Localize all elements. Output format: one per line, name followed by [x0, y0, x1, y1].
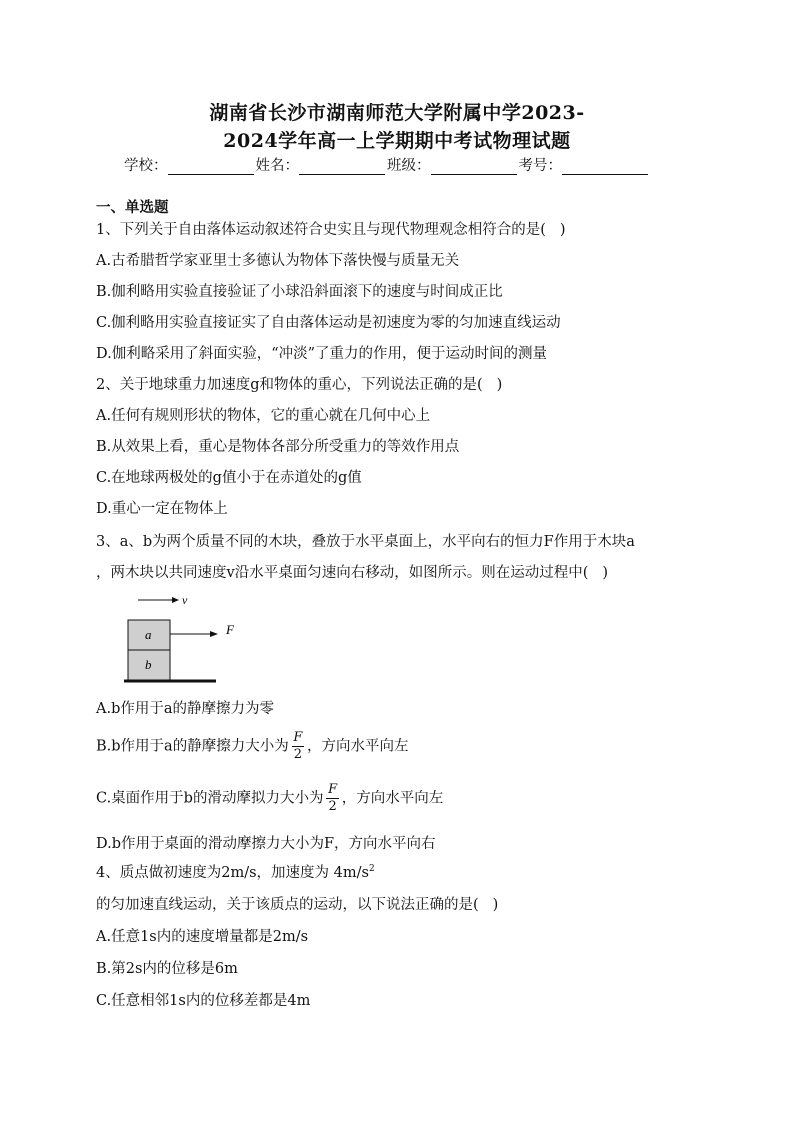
name-blank [299, 160, 385, 175]
q3-option-c-direction: ，方向水平向左 [341, 790, 444, 807]
q3-option-b [96, 730, 408, 763]
q1-option-a: A.古希腊哲学家亚里士多德认为物体下落快慢与质量无关 [96, 253, 460, 269]
q3-option-d: D.b作用于桌面的滑动摩擦力大小为F，方向水平向右 [96, 836, 436, 852]
q1-option-b: B.伽利略用实验直接验证了小球沿斜面滚下的速度与时间成正比 [96, 284, 503, 300]
q2-stem-end: ) [496, 377, 503, 393]
q1-stem [96, 218, 566, 239]
q2-option-c: C.在地球两极处的g值小于在赤道处的g值 [96, 470, 362, 486]
force-label: F [226, 622, 234, 637]
q4-stem-line-1 [96, 861, 375, 882]
class-blank [431, 160, 517, 175]
block-a-label: a [145, 627, 152, 642]
q2-option-a: A.任何有规则形状的物体，它的重心就在几何中心上 [96, 408, 431, 424]
block-diagram [124, 588, 264, 688]
exam-number-blank [562, 160, 648, 175]
q3-option-a: A.b作用于a的静摩擦力为零 [96, 701, 275, 717]
q4-stem-line-2 [96, 893, 498, 914]
q3-stem-line-1: 3、a、b为两个质量不同的木块，叠放于水平桌面上，水平向右的恒力F作用于木块a [96, 534, 635, 550]
name-label: 姓名： [255, 158, 299, 174]
q4-stem-end: ) [492, 897, 499, 913]
q3-option-c [96, 782, 443, 815]
q2-stem-text: 2、关于地球重力加速度g和物体的重心，下列说法正确的是( [96, 377, 483, 393]
q3-option-b-text: B.b作用于a的静摩擦力大小为 [96, 738, 289, 755]
fraction-f-over-2 [326, 782, 338, 815]
q4-option-b: B.第2s内的位移是6m [96, 961, 238, 977]
velocity-label: v [182, 593, 188, 607]
q3-stem-end: ) [602, 565, 609, 581]
q4-stem-text: 4、质点做初速度为2m/s，加速度为 4m/s [96, 865, 369, 881]
exam-number-label: 考号： [518, 158, 562, 174]
title-line-2: 2024学年高一上学期期中考试物理试题 [223, 130, 571, 152]
q3-stem-text: ，两木块以共同速度v沿水平桌面匀速向右移动，如图所示。则在运动过程中( [96, 565, 589, 581]
q4-exponent: 2 [368, 864, 375, 875]
q1-stem-end: ) [559, 222, 566, 238]
q2-stem [96, 373, 502, 394]
q3-stem-line-2 [96, 561, 608, 582]
block-b-label: b [145, 657, 152, 672]
q4-option-a: A.任意1s内的速度增量都是2m/s [96, 929, 309, 945]
q2-option-d: D.重心一定在物体上 [96, 501, 228, 517]
q1-option-d: D.伽利略采用了斜面实验，“冲淡”了重力的作用，便于运动时间的测量 [96, 346, 548, 362]
velocity-arrow-head [172, 597, 179, 603]
school-blank [168, 160, 254, 175]
q3-option-b-direction: ，方向水平向左 [306, 738, 409, 755]
q4-option-c: C.任意相邻1s内的位移差都是4m [96, 993, 311, 1009]
fraction-numerator: F [328, 782, 338, 797]
q1-stem-text: 1、下列关于自由落体运动叙述符合史实且与现代物理观念相符合的是( [96, 222, 546, 238]
school-label: 学校： [124, 158, 168, 174]
q2-option-b: B.从效果上看，重心是物体各部分所受重力的等效作用点 [96, 439, 460, 455]
fraction-numerator: F [293, 730, 303, 745]
class-label: 班级： [387, 158, 431, 174]
q3-option-c-text: C.桌面作用于b的滑动摩拟力大小为 [96, 790, 324, 807]
section-heading: 一、单选题 [96, 199, 169, 216]
force-arrow-head [210, 631, 218, 637]
title-line-1: 湖南省长沙市湖南师范大学附属中学2023- [209, 102, 585, 124]
fraction-f-over-2 [292, 730, 304, 763]
fraction-denominator: 2 [328, 799, 337, 814]
student-info-row [124, 154, 684, 175]
q4-stem-text-2: 的匀加速直线运动，关于该质点的运动，以下说法正确的是( [96, 897, 479, 913]
fraction-denominator: 2 [293, 747, 302, 762]
q1-option-c: C.伽利略用实验直接证实了自由落体运动是初速度为零的匀加速直线运动 [96, 315, 561, 331]
